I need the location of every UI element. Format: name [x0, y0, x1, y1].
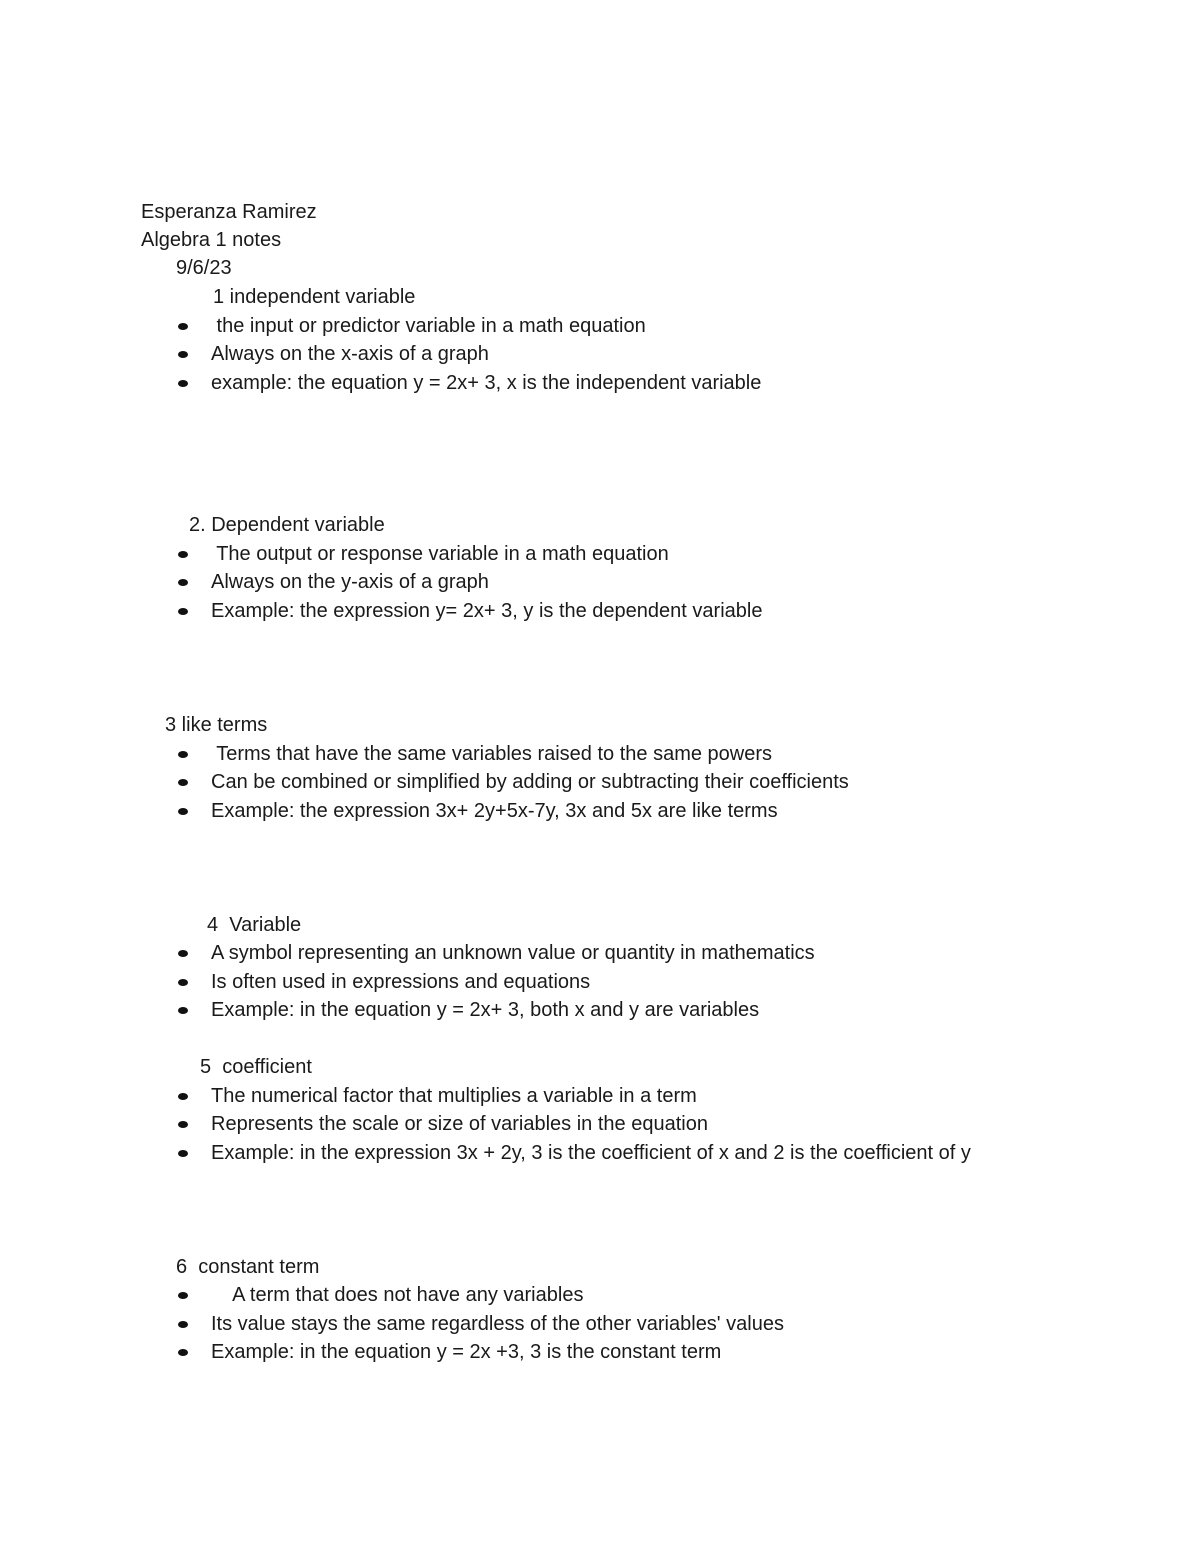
- list-item: [178, 799, 778, 823]
- list-item: [178, 570, 489, 594]
- bullet-icon: [178, 608, 188, 615]
- list-item-text: Example: the expression 3x+ 2y+5x-7y, 3x and 5x are like terms: [211, 800, 778, 822]
- list-item: [178, 599, 763, 623]
- list-item: [178, 1312, 784, 1336]
- author-name: Esperanza Ramirez: [141, 201, 317, 223]
- list-item-text: Its value stays the same regardless of the other variables' values: [211, 1313, 784, 1335]
- section-heading-coefficient: 5 coefficient: [200, 1056, 312, 1078]
- section-heading-constant-term: 6 constant term: [176, 1256, 320, 1278]
- list-item: [178, 1141, 971, 1165]
- bullet-icon: [178, 808, 188, 815]
- bullet-icon: [178, 551, 188, 558]
- list-item: [178, 542, 669, 566]
- bullet-icon: [178, 979, 188, 986]
- bullet-icon: [178, 1321, 188, 1328]
- list-item-text: Always on the y-axis of a graph: [211, 571, 489, 593]
- list-item-text: The numerical factor that multiplies a variable in a term: [211, 1085, 697, 1107]
- list-item-text: Always on the x-axis of a graph: [211, 343, 489, 365]
- bullet-icon: [178, 1093, 188, 1100]
- list-item-text: The output or response variable in a math equation: [211, 543, 669, 565]
- bullet-icon: [178, 380, 188, 387]
- list-item: [178, 342, 489, 366]
- list-item-text: Terms that have the same variables raised to the same powers: [211, 743, 773, 765]
- list-item: [178, 998, 760, 1022]
- bullet-icon: [178, 751, 188, 758]
- list-item: [178, 742, 773, 766]
- list-item: [178, 1112, 708, 1136]
- list-item: [178, 1084, 697, 1108]
- list-item-text: the input or predictor variable in a math equation: [211, 315, 646, 337]
- bullet-icon: [178, 351, 188, 358]
- bullet-icon: [178, 779, 188, 786]
- list-item-text: Example: the expression y= 2x+ 3, y is the dependent variable: [211, 600, 763, 622]
- bullet-icon: [178, 1121, 188, 1128]
- list-item: [178, 770, 849, 794]
- list-item-text: Example: in the equation y = 2x+ 3, both x and y are variables: [211, 999, 760, 1021]
- list-item-text: A symbol representing an unknown value or quantity in mathematics: [211, 942, 815, 964]
- section-heading-like-terms: 3 like terms: [165, 714, 268, 736]
- list-item: [178, 314, 646, 338]
- bullet-icon: [178, 323, 188, 330]
- course-title: Algebra 1 notes: [141, 229, 282, 251]
- list-item: [178, 371, 762, 395]
- bullet-icon: [178, 1349, 188, 1356]
- section-heading-dependent-variable: 2. Dependent variable: [189, 514, 385, 536]
- list-item: [178, 1283, 584, 1307]
- bullet-icon: [178, 1292, 188, 1299]
- bullet-icon: [178, 579, 188, 586]
- bullet-icon: [178, 1150, 188, 1157]
- list-item-text: Is often used in expressions and equations: [211, 971, 591, 993]
- list-item: [178, 1340, 722, 1364]
- bullet-icon: [178, 1007, 188, 1014]
- list-item-text: Example: in the expression 3x + 2y, 3 is the coefficient of x and 2 is the coefficient of y: [211, 1142, 971, 1164]
- section-heading-variable: 4 Variable: [207, 914, 302, 936]
- list-item-text: example: the equation y = 2x+ 3, x is the independent variable: [211, 372, 762, 394]
- bullet-icon: [178, 950, 188, 957]
- list-item: [178, 970, 591, 994]
- list-item-text: Represents the scale or size of variables in the equation: [211, 1113, 708, 1135]
- list-item-text: Example: in the equation y = 2x +3, 3 is the constant term: [211, 1341, 722, 1363]
- notes-date: 9/6/23: [176, 257, 232, 279]
- list-item-text: A term that does not have any variables: [211, 1284, 584, 1306]
- list-item: [178, 941, 815, 965]
- list-item-text: Can be combined or simplified by adding or subtracting their coefficients: [211, 771, 849, 793]
- section-heading-independent-variable: 1 independent variable: [213, 286, 416, 308]
